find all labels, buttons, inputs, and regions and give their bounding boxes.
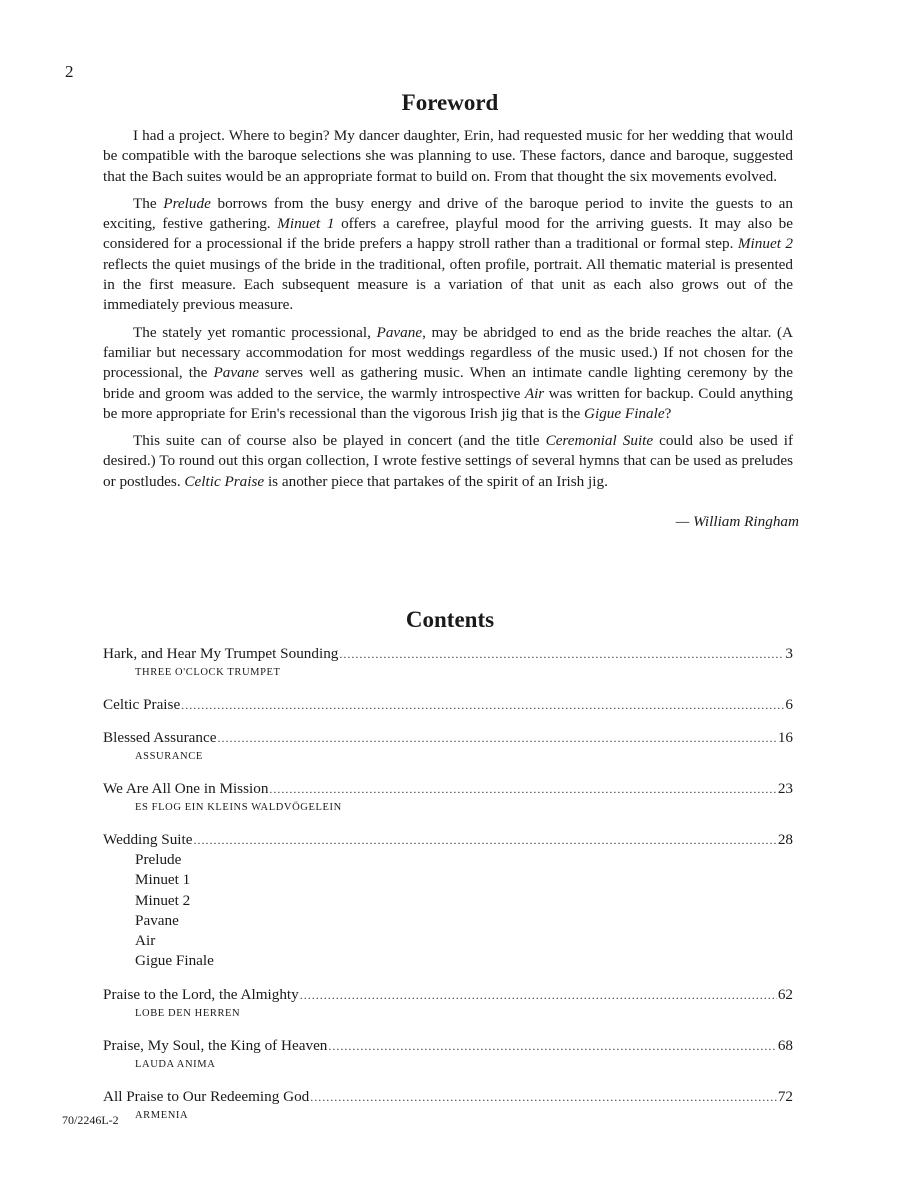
contents-entry-line (103, 830, 793, 850)
entry-title: Praise, My Soul, the King of Heaven (103, 1036, 328, 1054)
tune-name: LOBE DEN HERREN (135, 1007, 241, 1019)
dot-leader (269, 779, 776, 799)
italic-title: Pavane (376, 323, 423, 341)
italic-title: Celtic Praise (184, 472, 265, 490)
foreword-paragraphs (103, 126, 793, 492)
contents-entry (103, 779, 793, 817)
dot-leader (217, 728, 776, 748)
contents-entry-line (103, 1036, 793, 1056)
foreword-title: Foreword (401, 90, 499, 115)
dot-leader (181, 695, 784, 715)
tune-name: THREE O'CLOCK TRUMPET (135, 667, 281, 678)
text-run: offers a carefree, playful mood for the arriving guests. It may also be considered for a processional if the bride prefers a happy stroll rather than a traditional or formal step. (103, 215, 793, 253)
entry-title: Celtic Praise (103, 696, 181, 713)
entry-title: Blessed Assurance (103, 729, 217, 746)
dot-leader (300, 985, 777, 1005)
foreword-signature: — William Ringham (675, 513, 799, 531)
contents-entry-line (103, 644, 793, 664)
contents-entry (103, 644, 793, 682)
contents-entry (103, 728, 793, 766)
entry-page-number: 23 (777, 780, 793, 797)
entry-title: Praise to the Lord, the Almighty (103, 985, 299, 1003)
text-run: , may be abridged to end as the bride reaches the altar. (A familiar but necessary accommodation for most weddings regardless of the music used.) If not chosen for the processional, the (103, 323, 793, 382)
foreword-paragraph (103, 126, 793, 187)
foreword-paragraph (103, 194, 793, 316)
text-run: is another piece that partakes of the spirit of an Irish jig. (264, 472, 608, 490)
movement-title: Air (135, 932, 156, 950)
foreword-paragraph (103, 323, 793, 424)
contents-entry-line (103, 779, 793, 799)
entry-page-number: 6 (785, 696, 793, 713)
dot-leader (328, 1036, 776, 1056)
italic-title: Minuet 2 (737, 235, 793, 253)
text-run: serves well as gathering music. When an intimate candle lighting ceremony by the bride and groom was added to the service, the warmly introspective (103, 364, 793, 402)
italic-title: Minuet 1 (277, 215, 335, 233)
contents-entry (103, 695, 793, 715)
contents-entry-line (103, 728, 793, 748)
tune-name: ES FLOG EIN KLEINS WALDVÖGELEIN (135, 802, 342, 813)
dot-leader (193, 830, 776, 850)
contents-entry (103, 985, 793, 1023)
entry-page-number: 3 (785, 645, 793, 662)
italic-title: Air (524, 384, 545, 402)
entry-title: We Are All One in Mission (103, 780, 269, 797)
dot-leader (310, 1087, 777, 1107)
tune-name: ARMENIA (135, 1109, 189, 1121)
movement-title: Minuet 1 (135, 871, 191, 889)
entry-title: Wedding Suite (103, 831, 193, 848)
italic-title: Prelude (163, 194, 211, 212)
movement-title: Prelude (135, 851, 182, 868)
tune-name: LAUDA ANIMA (135, 1058, 216, 1070)
text-run: was written for backup. Could anything be more appropriate for Erin's recessional than the vigorous Irish jig that is the (103, 384, 794, 422)
page-number: 2 (65, 62, 74, 81)
entry-page-number: 62 (777, 985, 793, 1003)
text-run: The (133, 194, 164, 212)
text-run: reflects the quiet musings of the bride in the traditional, often profile, portrait. All thematic material is presented in the first measure. Each subsequent measure is a variation of that unit as each also grows out of the immediately previous measure. (103, 255, 793, 314)
contents-entry (103, 1087, 793, 1125)
contents-title: Contents (405, 607, 495, 632)
contents-list (103, 644, 793, 1138)
text-run: This suite can of course also be played in concert (and the title (133, 432, 546, 450)
text-run: borrows from the busy energy and drive of the baroque period to invite the guests to an exciting, festive gathering. (103, 194, 793, 233)
contents-entry (103, 1036, 793, 1074)
entry-title: Hark, and Hear My Trumpet Sounding (103, 645, 339, 662)
contents-entry-line (103, 985, 793, 1005)
text-run: The stately yet romantic processional, (133, 323, 377, 341)
italic-title: Pavane (213, 364, 259, 382)
text-run: could also be used if desired.) To round out this organ collection, I wrote festive settings of several hymns that can be used as preludes or postludes. (103, 432, 793, 490)
italic-title: Ceremonial Suite (545, 432, 654, 450)
foreword-paragraph (103, 431, 793, 492)
tune-name: ASSURANCE (135, 751, 203, 762)
italic-title: Gigue Finale (584, 404, 665, 422)
entry-page-number: 72 (777, 1087, 793, 1105)
text-run: I had a project. Where to begin? My dancer daughter, Erin, had requested music for her wedding that would be compatible with the baroque selections she was planning to use. These factors, dance and baroque, suggested that the Bach suites would be an appropriate format to build on. From that thought the six movements evolved. (103, 127, 793, 185)
movement-title: Gigue Finale (135, 952, 214, 970)
contents-entry-line (103, 1087, 793, 1107)
foreword-body (103, 126, 799, 539)
entry-page-number: 28 (777, 831, 793, 848)
movement-title: Pavane (135, 911, 179, 929)
movement-title: Minuet 2 (135, 891, 191, 909)
entry-page-number: 68 (777, 1036, 793, 1054)
entry-title: All Praise to Our Redeeming God (103, 1087, 310, 1105)
contents-entry-line (103, 695, 793, 715)
catalog-number: 70/2246L-2 (62, 1113, 119, 1127)
text-run: ? (664, 404, 672, 422)
dot-leader (339, 644, 784, 664)
contents-entry (103, 830, 793, 972)
entry-page-number: 16 (777, 729, 793, 746)
